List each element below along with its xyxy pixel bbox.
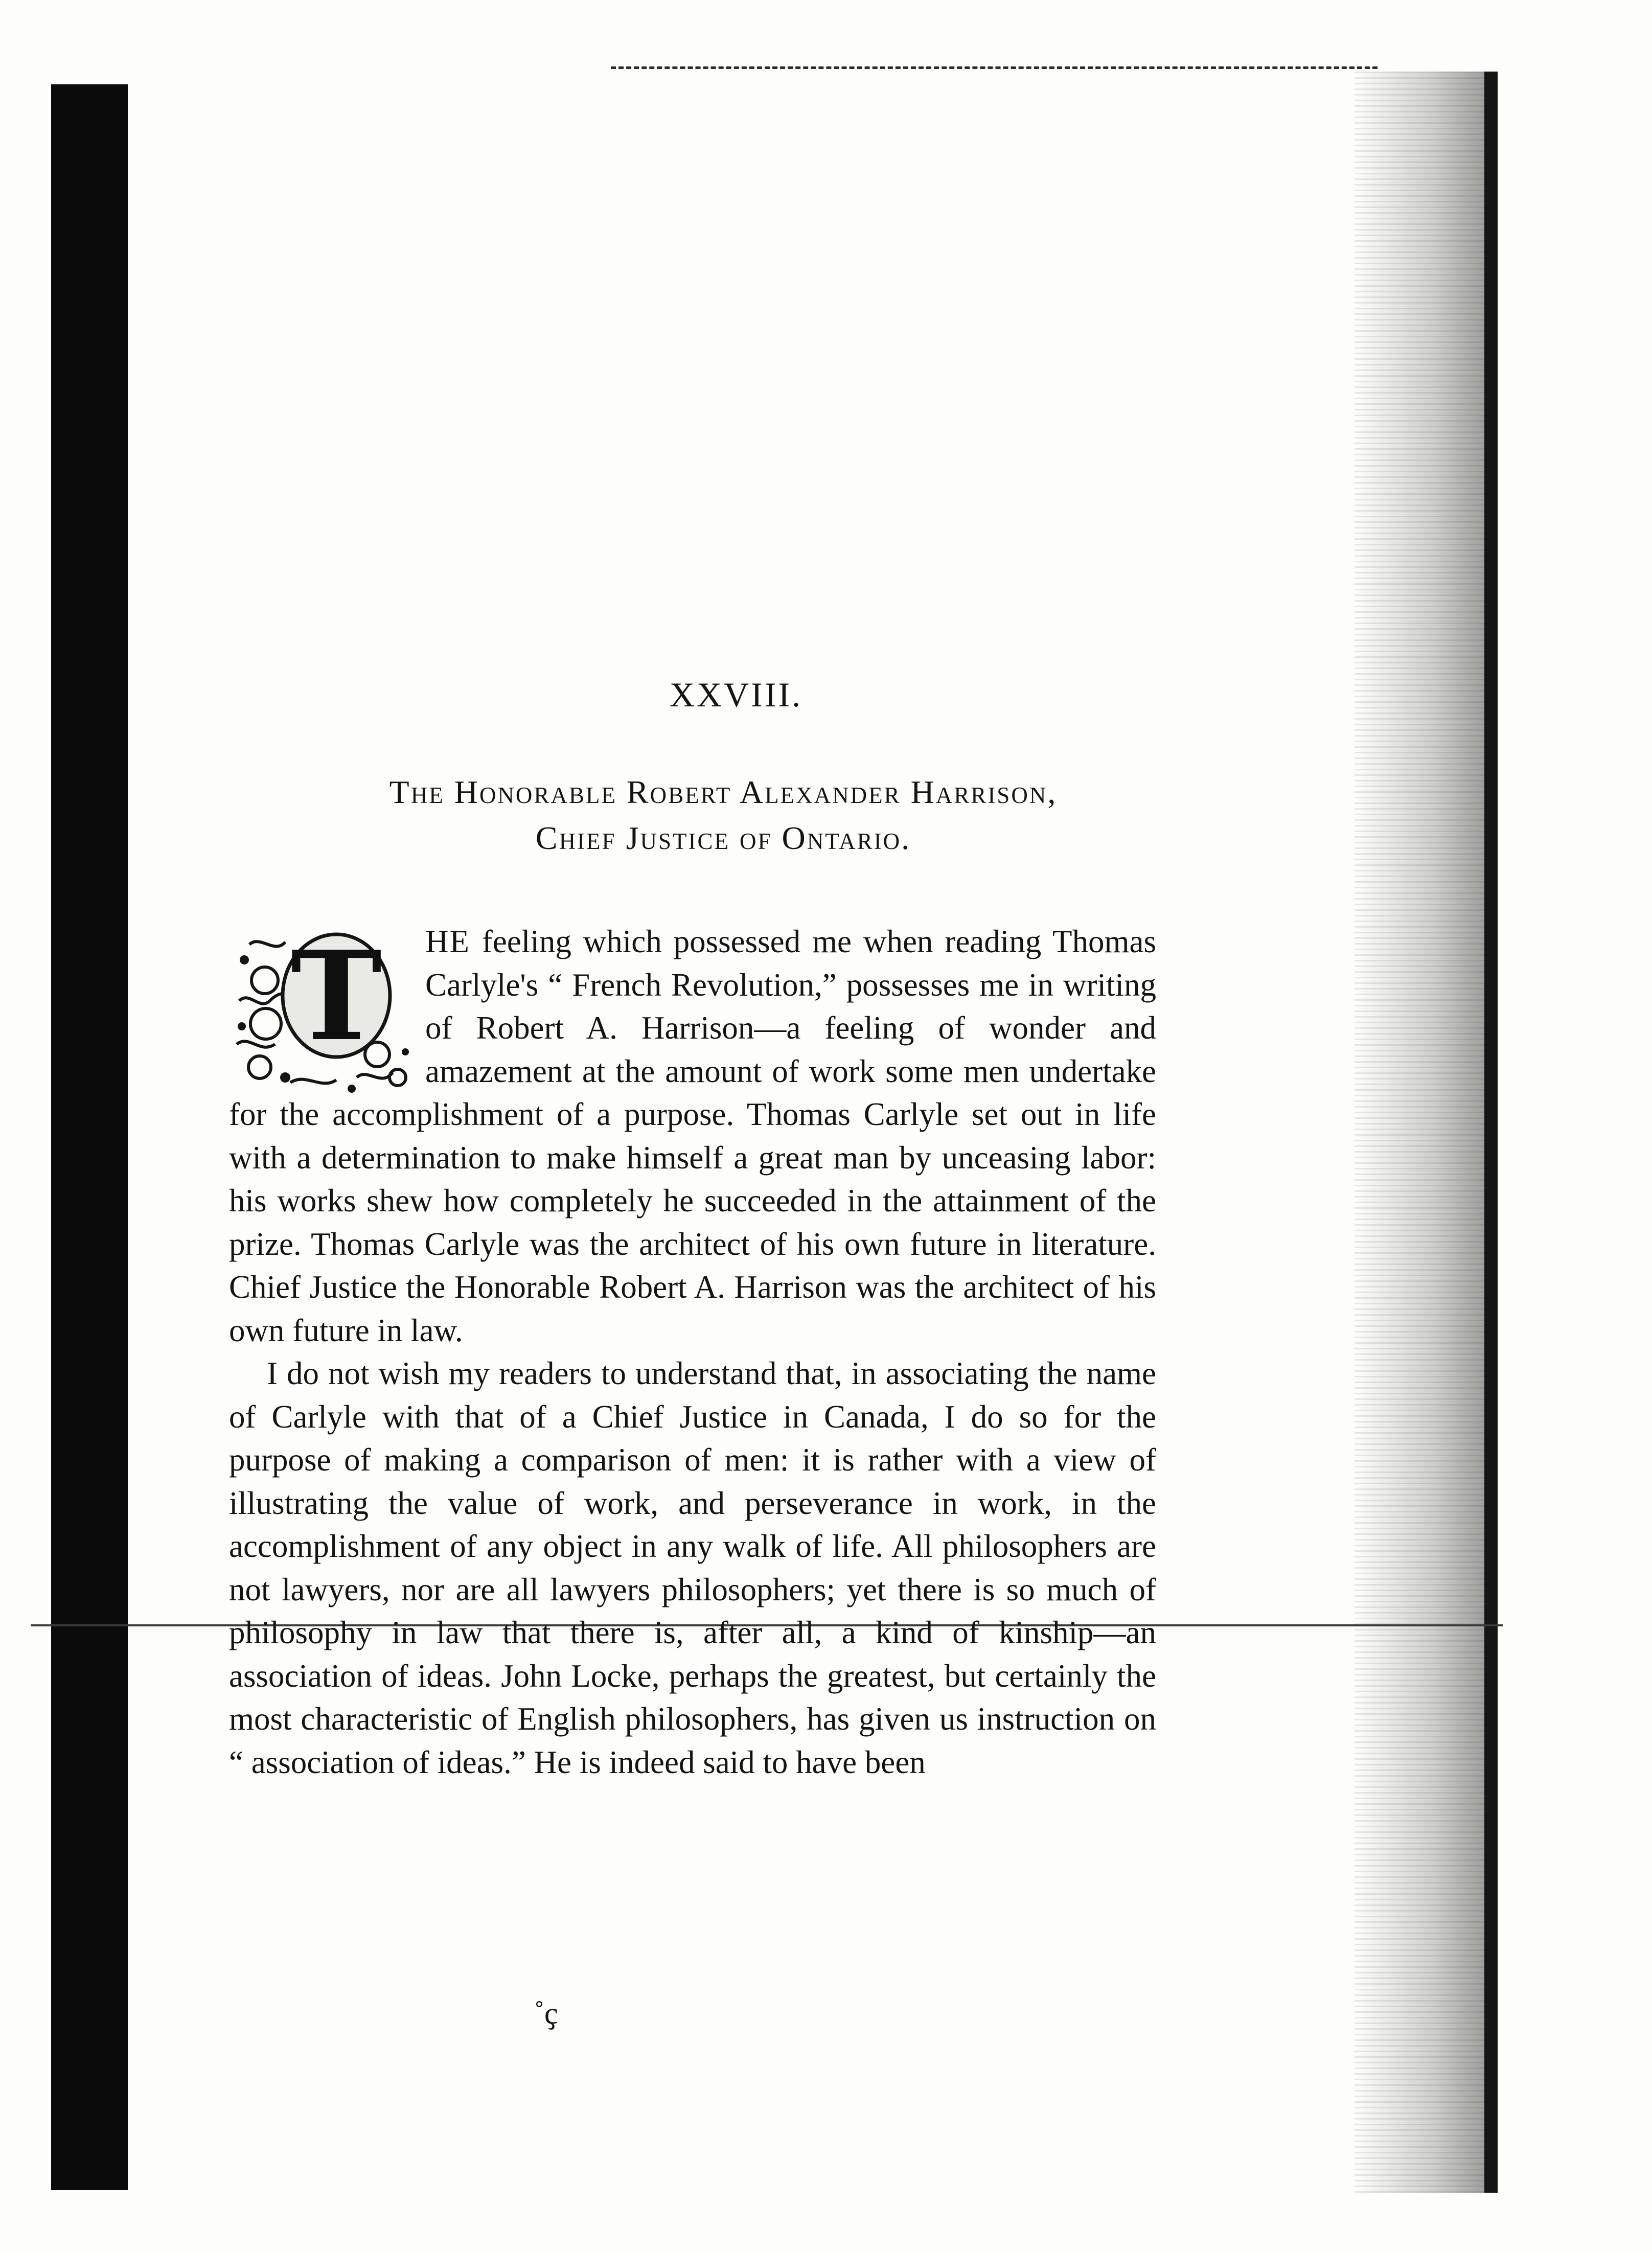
chapter-number: XXVIII.: [669, 675, 803, 714]
paragraph-1-text: feeling which possessed me when reading Thomas Carlyle's “ French Revolution,” possesses me in writing of Robert A. Harrison—a feeling of wonder and amazement at the amount of work some men undertake for the accomplishment of a purpose. Thomas Carlyle set out in life with a determination to make himself a great man by unceasing labor: his works shew how completely he succeeded in the attainment of the prize. Thomas Carlyle was the architect of his own future in literature. Chief Justice the Honorable Robert A. Harrison was the architect of his own future in law.: [229, 924, 1156, 1348]
page-right-edge: [1355, 72, 1498, 2193]
top-dashed-rule: [611, 66, 1378, 69]
page-binding-edge: [51, 84, 128, 2190]
paragraph-2: I do not wish my readers to understand that, in associating the name of Carlyle with that of a Chief Justice in Canada, I do so for the purpose of making a comparison of men: it is rather with a view of illustrating the value of work, and perseverance in work, in the accomplishment of any object in any walk of life. All philosophers are not lawyers, nor are all lawyers philosophers; yet there is so much of philosophy in law that there is, after all, a kind of kinship—an association of ideas. John Locke, perhaps the greatest, but certainly the most characteristic of English philosophers, has given us instruction on “ association of ideas.” He is indeed said to have been: [229, 1355, 1156, 1780]
footer-mark: ˚ҫ: [534, 1996, 558, 2030]
paragraph-1-lead: HE: [425, 924, 470, 959]
svg-text:T: T: [290, 924, 382, 1068]
page-title: [204, 769, 1242, 861]
ornate-initial-t-icon: [229, 924, 413, 1093]
body-text: [229, 920, 1156, 1784]
title-line-1: The Honorable Robert Alexander Harrison,: [389, 774, 1058, 810]
title-line-2: Chief Justice of Ontario.: [535, 820, 911, 856]
